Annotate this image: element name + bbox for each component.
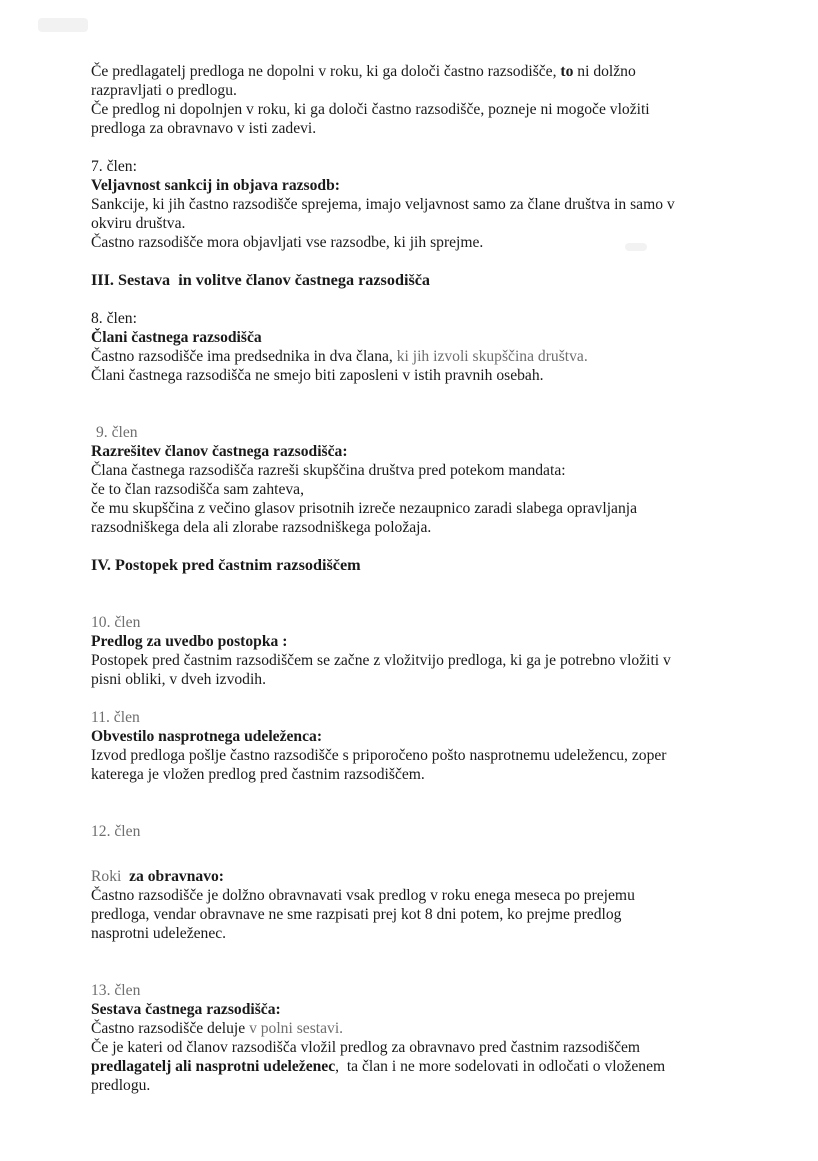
text-line: pisni obliki, v dveh izvodih.: [91, 671, 266, 688]
text-line: predlogu.: [91, 1077, 151, 1094]
article-number: 12. člen: [91, 823, 141, 840]
text-line: Če predlog ni dopolnjen v roku, ki ga določi častno razsodišče, pozneje ni mogoče vložiti: [91, 101, 650, 118]
article-7: [91, 157, 731, 252]
article-title: Roki za obravnavo:: [91, 868, 224, 885]
article-number: 10. člen: [91, 614, 141, 631]
article-number: 8. člen:: [91, 310, 137, 327]
text-line: Sankcije, ki jih častno razsodišče sprejema, imajo veljavnost samo za člane društva in samo v: [91, 196, 675, 213]
text-line: Postopek pred častnim razsodiščem se začne z vložitvijo predloga, ki ga je potrebno vložiti v: [91, 652, 671, 669]
text-line: če to član razsodišča sam zahteva,: [91, 481, 305, 498]
article-title: Veljavnost sankcij in objava razsodb:: [91, 177, 340, 194]
text-line: nasprotni udeleženec.: [91, 925, 227, 942]
text-line: Če je kateri od članov razsodišča vložil predlog za obravnavo pred častnim razsodiščem: [91, 1039, 641, 1056]
article-12: [91, 822, 731, 943]
article-13: [91, 981, 731, 1095]
text-line: razpravljati o predlogu.: [91, 82, 237, 99]
text-line: katerega je vložen predlog pred častnim razsodiščem.: [91, 766, 425, 783]
article-number: 11. člen: [91, 709, 140, 726]
text-line: Častno razsodišče mora objavljati vse razsodbe, ki jih sprejme.: [91, 234, 484, 251]
article-title: Obvestilo nasprotnega udeleženca:: [91, 728, 323, 745]
text-line: Častno razsodišče deluje v polni sestavi.: [91, 1020, 344, 1037]
text-line: če mu skupščina z večino glasov prisotnih izreče nezaupnico zaradi slabega opravljanja: [91, 500, 637, 517]
continuation-paragraph: [91, 62, 731, 138]
article-title: Člani častnega razsodišča: [91, 329, 262, 346]
text-line: Častno razsodišče ima predsednika in dva člana, ki jih izvoli skupščina društva.: [91, 348, 588, 365]
article-number: 9. člen: [96, 424, 138, 441]
article-title: Predlog za uvedbo postopka :: [91, 633, 288, 650]
article-10: [91, 613, 731, 689]
text-line: Člana častnega razsodišča razreši skupščina društva pred potekom mandata:: [91, 462, 566, 479]
text-line: predlagatelj ali nasprotni udeleženec, ta član i ne more sodelovati in odločati o vloženem: [91, 1058, 666, 1075]
article-number: 7. člen:: [91, 158, 137, 175]
article-11: [91, 708, 731, 784]
text-line: razsodniškega dela ali zlorabe razsodniškega položaja.: [91, 519, 432, 536]
article-title: Sestava častnega razsodišča:: [91, 1001, 281, 1018]
article-9: [91, 423, 731, 537]
text-line: predloga za obravnavo v isti zadevi.: [91, 120, 317, 137]
article-title: Razrešitev članov častnega razsodišča:: [91, 443, 348, 460]
text-line: Častno razsodišče je dolžno obravnavati vsak predlog v roku enega meseca po prejemu: [91, 887, 635, 904]
text-line: Člani častnega razsodišča ne smejo biti zaposleni v istih pravnih osebah.: [91, 367, 544, 384]
text-line: Izvod predloga pošlje častno razsodišče s priporočeno pošto nasprotnemu udeležencu, zoper: [91, 747, 667, 764]
text-line: predloga, vendar obravnave ne sme razpisati prej kot 8 dni potem, ko prejme predlog: [91, 906, 622, 923]
text-line: okviru društva.: [91, 215, 186, 232]
section-heading-iv: IV. Postopek pred častnim razsodiščem: [91, 556, 361, 574]
section-heading-iii: III. Sestava in volitve članov častnega razsodišča: [91, 271, 431, 289]
article-number: 13. člen: [91, 982, 141, 999]
scan-smudge-top-left: [38, 18, 88, 32]
document-page: [91, 62, 731, 1095]
article-8: [91, 309, 731, 385]
text-line: Če predlagatelj predloga ne dopolni v roku, ki ga določi častno razsodišče, to ni dolžno: [91, 63, 636, 80]
